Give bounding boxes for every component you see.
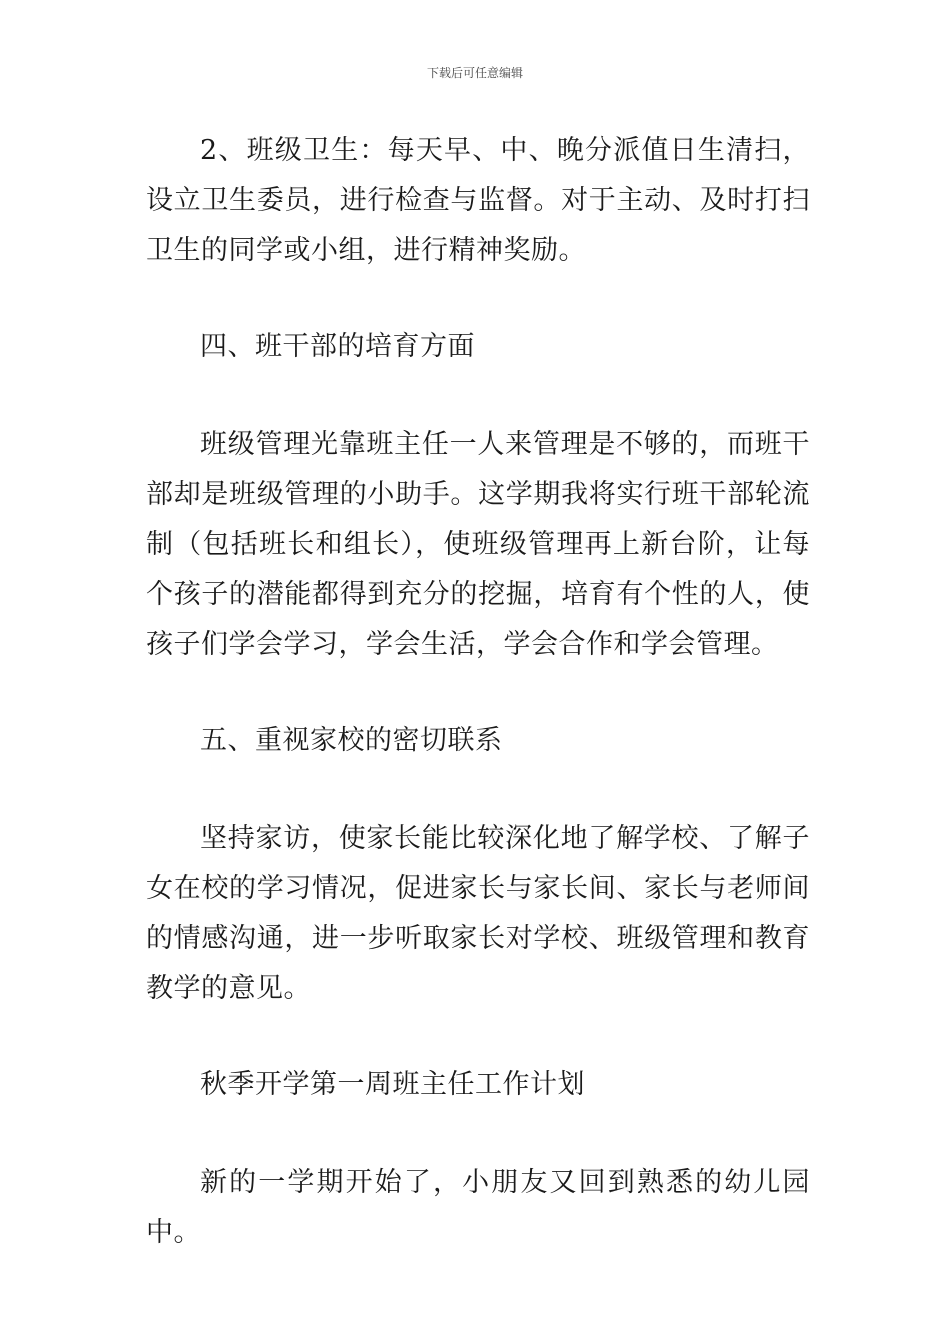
header-note: 下载后可任意编辑 [426,66,523,80]
document-body [146,126,810,1258]
paragraph-home-school: 坚持家访，使家长能比较深化地了解学校、了解子女在校的学习情况，促进家长与家长间、家长与老师间的情感沟通，进一步听取家长对学校、班级管理和教育教学的意见。 [146,823,810,1004]
section-heading-class-cadre: 四、班干部的培育方面 [200,331,475,362]
paragraph-class-cadre: 班级管理光靠班主任一人来管理是不够的，而班干部却是班级管理的小助手。这学期我将实行班干部轮流制（包括班长和组长），使班级管理再上新台阶，让每个孩子的潜能都得到充分的挖掘，培育有个性的人，使孩子们学会学习，学会生活，学会合作和学会管理。 [146,429,810,660]
paragraph-new-semester: 新的一学期开始了，小朋友又回到熟悉的幼儿园中。 [146,1167,810,1248]
section-heading-weekly-plan: 秋季开学第一周班主任工作计划 [200,1069,585,1100]
section-heading-home-school: 五、重视家校的密切联系 [200,725,503,756]
paragraph-class-hygiene: 2、班级卫生：每天早、中、晚分派值日生清扫，设立卫生委员，进行检查与监督。对于主动、及时打扫卫生的同学或小组，进行精神奖励。 [146,135,810,266]
